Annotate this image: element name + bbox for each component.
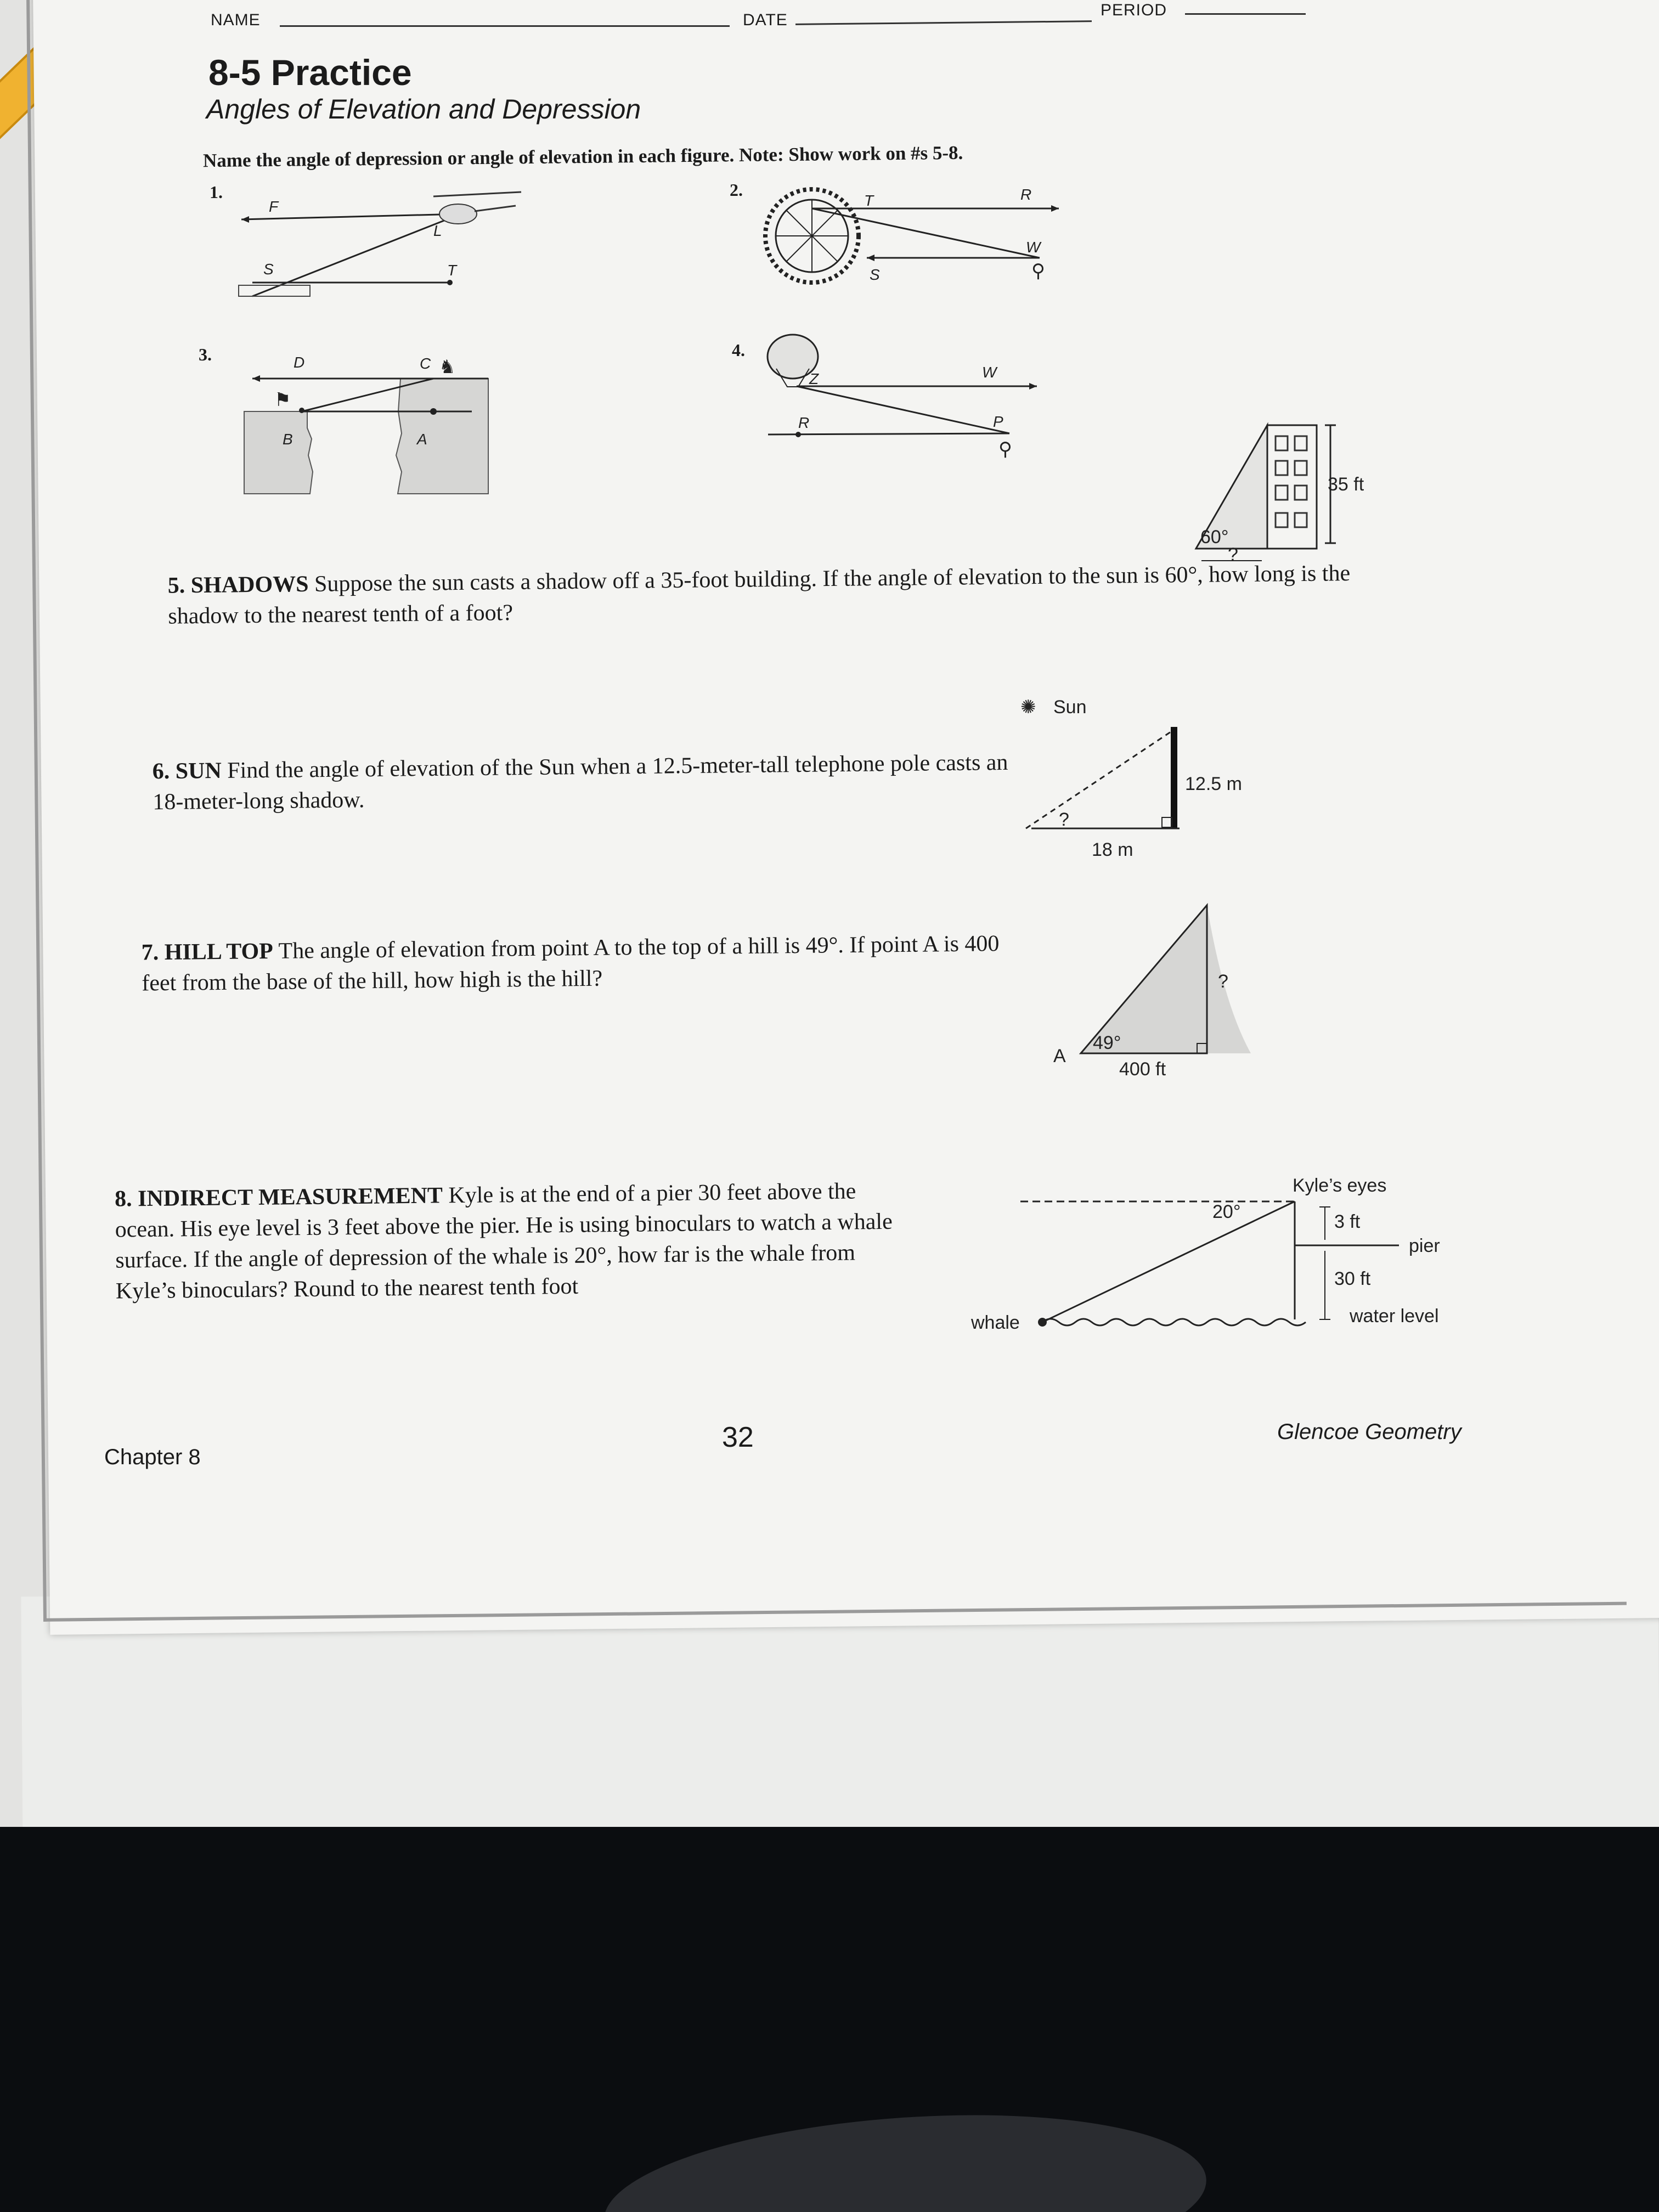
name-label: NAME <box>211 11 261 29</box>
fig2-label-s: S <box>870 266 880 283</box>
person-icon: ⚲ <box>1031 261 1045 281</box>
fig2-label-r: R <box>1020 186 1032 203</box>
fig2-label-w: W <box>1026 239 1041 256</box>
problem-8 <box>115 1175 917 1306</box>
problem-7 <box>141 928 1030 999</box>
fig2-sight-line <box>812 208 1040 258</box>
fig4-person-icon: ⚲ <box>998 439 1012 460</box>
fig1-point-t <box>447 280 453 285</box>
figure-number-2: 2. <box>730 180 743 200</box>
line-of-sight <box>1042 1201 1295 1322</box>
problem-7-figure <box>1042 894 1273 1092</box>
figure-3-cliffs <box>241 346 505 499</box>
problem-6-title: 6. SUN <box>152 758 222 785</box>
fig3-label-a: A <box>417 431 427 448</box>
problem-8-text: Kyle is at the end of a pier 30 feet above the ocean. His eye level is 3 feet above the pier. He is using binoculars to watch a whale surface. If the angle of depression of the whale is 20°, how far is the whale from Kyle’s binoculars? Round to the nearest tenth foot <box>115 1178 893 1304</box>
page-title: 8-5 Practice <box>208 52 412 93</box>
footer-publisher: Glencoe Geometry <box>1277 1420 1462 1444</box>
p5-unknown-label: ? <box>1228 544 1238 565</box>
fig4-ground-line <box>768 433 1009 435</box>
p6-height-label: 12.5 m <box>1185 774 1242 794</box>
p8-eye-height-label: 3 ft <box>1334 1211 1361 1232</box>
p5-height-label: 35 ft <box>1328 474 1364 495</box>
fig1-label-t: T <box>447 262 457 279</box>
instructions: Name the angle of depression or angle of elevation in each figure. Note: Show work on #s 5-8. <box>202 142 963 172</box>
fig1-sight-line <box>252 214 461 296</box>
problem-5 <box>167 557 1386 631</box>
period-label: PERIOD <box>1101 1 1167 19</box>
fig3-label-b: B <box>283 431 293 448</box>
figure-number-4: 4. <box>732 340 745 360</box>
helicopter-tail <box>475 206 516 211</box>
p8-eyes-label: Kyle’s eyes <box>1293 1175 1387 1196</box>
p8-water-label: water level <box>1350 1306 1439 1327</box>
fig1-arrowhead <box>241 216 249 223</box>
problem-6-text: Find the angle of elevation of the Sun when a 12.5-meter-tall telephone pole casts an 18-meter-long shadow. <box>153 749 1008 815</box>
fig4-label-w: W <box>982 364 997 381</box>
problem-6 <box>152 747 1019 818</box>
fig1-label-s: S <box>263 261 274 278</box>
name-line[interactable] <box>280 25 730 27</box>
fig4-sight-line <box>797 386 1009 433</box>
p6-unknown-label: ? <box>1059 809 1069 830</box>
fig4-label-z: Z <box>809 370 819 387</box>
problem-5-title: 5. SHADOWS <box>167 571 309 599</box>
right-cliff <box>396 379 488 494</box>
p6-sun-label: Sun <box>1053 697 1087 718</box>
p8-whale-label: whale <box>971 1312 1020 1333</box>
fig1-label-l: L <box>433 222 442 239</box>
problem-7-text: The angle of elevation from point A to the top of a hill is 49°. If point A is 400 feet from the base of the hill, how high is the hill? <box>142 931 1000 996</box>
figure-number-3: 3. <box>199 345 212 364</box>
fig2-label-t: T <box>864 192 874 209</box>
left-cliff <box>244 411 313 494</box>
footer-chapter: Chapter 8 <box>104 1445 201 1469</box>
p7-point-label: A <box>1053 1046 1066 1066</box>
fig1-label-f: F <box>269 198 279 215</box>
helicopter-icon <box>439 204 477 224</box>
p7-base-label: 400 ft <box>1119 1059 1166 1080</box>
problem-8-title: 8. INDIRECT MEASUREMENT <box>114 1183 443 1212</box>
sun-ray-line <box>1026 730 1174 828</box>
figure-number-1: 1. <box>210 182 223 202</box>
goat-icon: ♞ <box>439 357 456 377</box>
page-subtitle: Angles of Elevation and Depression <box>206 94 641 125</box>
whale-icon <box>1038 1318 1047 1327</box>
p6-base-label: 18 m <box>1092 839 1133 860</box>
fig4-label-p: P <box>993 413 1003 430</box>
figure-1-helicopter <box>230 181 538 307</box>
figure-4-balloon <box>763 329 1070 461</box>
p8-angle-label: 20° <box>1212 1201 1241 1222</box>
problem-7-title: 7. HILL TOP <box>141 938 274 966</box>
p8-pier-label: pier <box>1409 1235 1440 1256</box>
p7-unknown-label: ? <box>1218 971 1228 992</box>
people-icon: ⚑ <box>274 390 291 410</box>
problem-5-figure <box>1180 417 1388 576</box>
p5-angle-label: 60° <box>1200 527 1229 548</box>
problem-5-text: Suppose the sun casts a shadow off a 35-foot building. If the angle of elevation to the sun is 60°, how long is the shadow to the nearest tenth of a foot? <box>168 561 1351 629</box>
sun-icon: ✺ <box>1020 697 1036 718</box>
fig4-label-r: R <box>798 414 810 431</box>
period-line[interactable] <box>1185 13 1306 15</box>
figure-2-ferris-wheel <box>763 181 1081 291</box>
p7-angle-label: 49° <box>1093 1032 1121 1053</box>
problem-6-figure <box>1020 691 1262 867</box>
p8-pier-height-label: 30 ft <box>1334 1268 1371 1289</box>
water-waves <box>1042 1319 1306 1325</box>
problem-8-figure <box>966 1163 1459 1344</box>
fig3-label-d: D <box>294 354 305 371</box>
helicopter-rotor <box>433 192 521 196</box>
fig3-label-c: C <box>420 355 431 372</box>
date-label: DATE <box>743 11 788 29</box>
footer-page-number: 32 <box>722 1421 754 1453</box>
